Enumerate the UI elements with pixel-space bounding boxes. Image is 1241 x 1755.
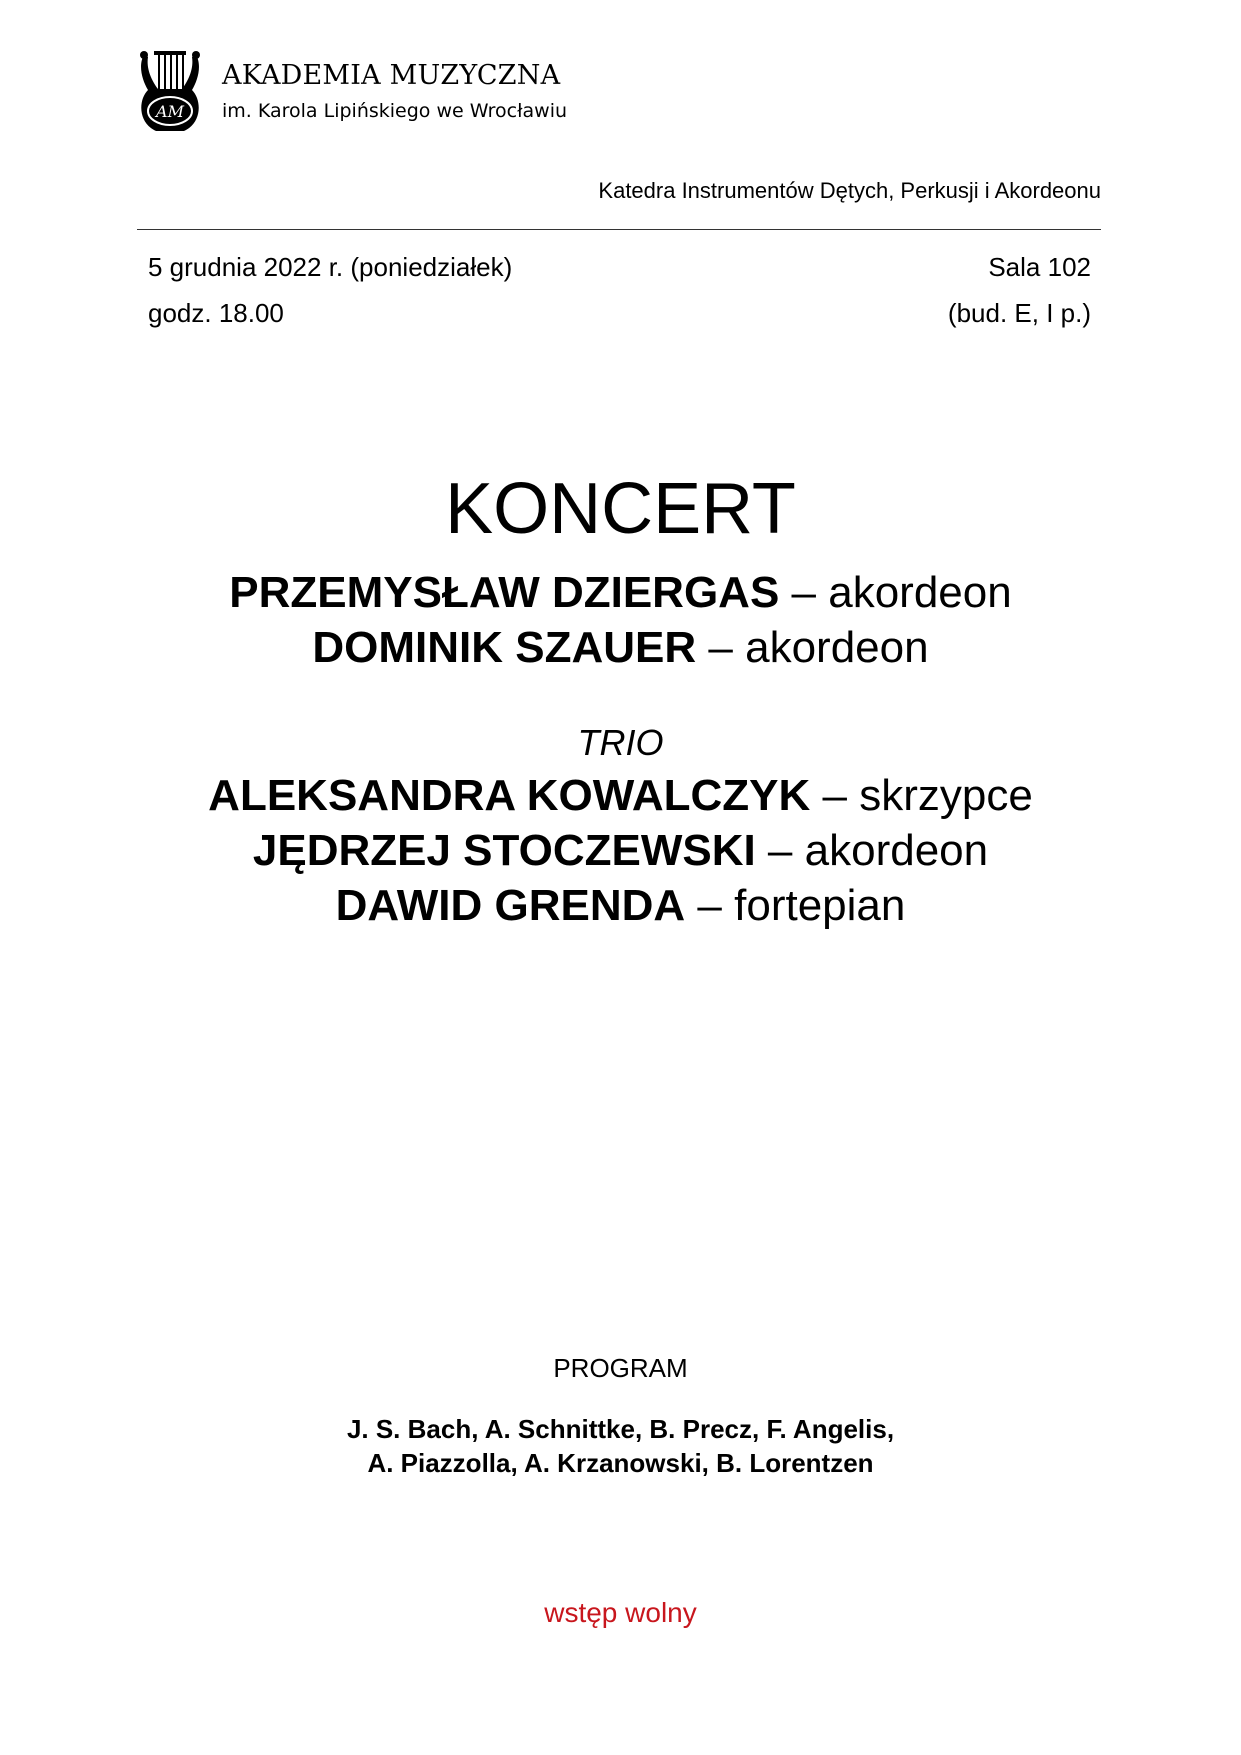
- performer-line: [0, 878, 1241, 933]
- event-building: (bud. E, I p.): [947, 298, 1091, 328]
- performer-instrument: – fortepian: [685, 881, 906, 930]
- performer-instrument: – akordeon: [779, 568, 1012, 617]
- lyre-icon: [136, 45, 204, 137]
- performer-line: [0, 565, 1241, 620]
- program-label: PROGRAM: [553, 1353, 688, 1383]
- performer-line: [0, 823, 1241, 878]
- performer-instrument: – skrzypce: [810, 771, 1033, 820]
- performer-name: DAWID GRENDA: [335, 881, 686, 930]
- composers-line-1: J. S. Bach, A. Schnittke, B. Precz, F. Angelis,: [346, 1414, 895, 1444]
- performer-line: [0, 768, 1241, 823]
- institution-subtitle: im. Karola Lipińskiego we Wrocławiu: [222, 100, 568, 122]
- performer-name: ALEKSANDRA KOWALCZYK: [208, 771, 811, 820]
- event-time: godz. 18.00: [148, 298, 284, 328]
- composers-line-2: A. Piazzolla, A. Krzanowski, B. Lorentzen: [367, 1448, 874, 1478]
- performer-line: [0, 620, 1241, 675]
- svg-text:AM: AM: [156, 102, 184, 121]
- event-room: Sala 102: [988, 252, 1091, 282]
- admission-note: wstęp wolny: [544, 1597, 697, 1628]
- institution-name: AKADEMIA MUZYCZNA: [222, 60, 561, 91]
- department-name: Katedra Instrumentów Dętych, Perkusji i Akordeonu: [598, 178, 1101, 203]
- performer-instrument: – akordeon: [696, 623, 929, 672]
- ensemble-label: TRIO: [577, 722, 664, 763]
- performer-name: DOMINIK SZAUER: [312, 623, 697, 672]
- performer-name: JĘDRZEJ STOCZEWSKI: [252, 826, 756, 875]
- performer-name: PRZEMYSŁAW DZIERGAS: [229, 568, 780, 617]
- concert-title: KONCERT: [445, 469, 796, 549]
- header-divider: [137, 229, 1101, 230]
- event-date: 5 grudnia 2022 r. (poniedziałek): [148, 252, 513, 282]
- performer-instrument: – akordeon: [755, 826, 989, 875]
